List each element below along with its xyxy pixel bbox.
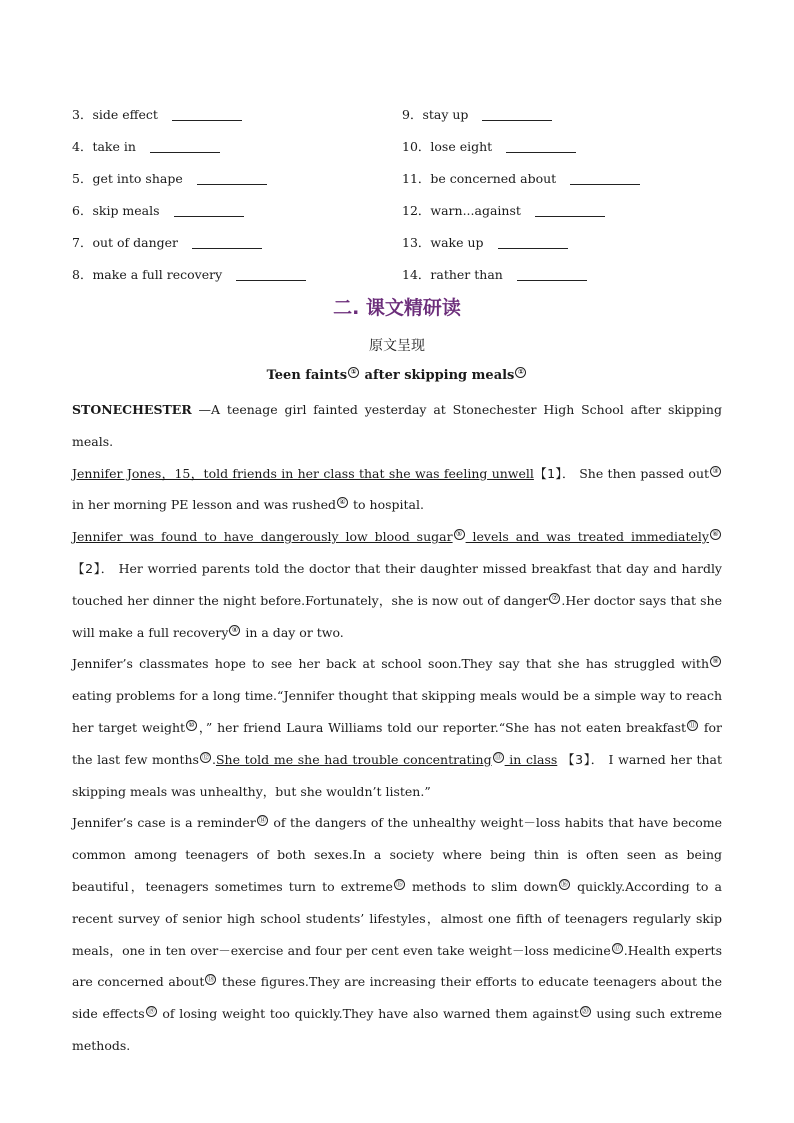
paragraph-text: ，” her friend Laura Williams told our reporter.“She has not eaten breakfast — [198, 719, 687, 735]
paragraph-text: quickly.According to a recent survey of senior high school students’ lifestyles，almost one fifth of teenagers regularly skip meals，one in ten over－exercise and four per cent even take weight－loss medicine — [72, 878, 722, 958]
paragraph-text: using such extreme methods. — [72, 1006, 722, 1053]
paragraph-4 — [72, 648, 722, 807]
paragraph-5 — [72, 807, 722, 1061]
paragraph-text: in a day or two. — [241, 624, 344, 640]
vocab-row — [72, 130, 732, 162]
annotation-marker: ⑬ — [494, 752, 502, 761]
paragraph-text: in her morning PE lesson and was rushed — [72, 497, 337, 513]
paragraph-text: to hospital. — [349, 497, 424, 513]
annotation-marker: ⑪ — [689, 720, 697, 729]
annotation-marker: ⑫ — [201, 752, 209, 761]
article-body — [72, 394, 722, 1062]
annotation-marker: ⑰ — [613, 943, 621, 952]
question-bracket-3: 【3】． — [557, 751, 604, 767]
annotation-marker: ⑨ — [710, 656, 721, 667]
paragraph-text: Her worried parents told the doctor that their daughter missed breakfast that day and hardly touched her dinner the night before.Fortunately，she is now out of danger — [72, 560, 722, 608]
question-bracket-2: 【2】． — [72, 560, 114, 576]
vocab-item: 3．side effect — [72, 107, 158, 122]
paragraph-text: .Health experts are concerned about — [72, 942, 722, 990]
annotation-marker: ⑱ — [207, 975, 215, 984]
paragraph-text: Jennifer’s classmates hope to see her back at school soon.They say that she has struggled with — [72, 656, 709, 672]
paragraph-text: She then passed out — [574, 465, 710, 481]
annotation-marker: ⑥ — [710, 529, 721, 540]
answer-blank — [236, 268, 306, 281]
vocabulary-list — [72, 98, 732, 290]
answer-blank — [506, 140, 576, 153]
vocab-item: 14．rather than — [402, 267, 503, 282]
paragraph-text: Jennifer’s case is a reminder — [72, 815, 256, 831]
paragraph-3 — [72, 521, 722, 648]
vocab-item: 9．stay up — [402, 107, 469, 122]
title-text: after skipping meals — [360, 368, 515, 383]
vocab-item: 4．take in — [72, 139, 136, 154]
answer-blank — [517, 268, 587, 281]
key-sentence-text: in class — [504, 751, 558, 767]
section-subtitle: 原文呈现 — [369, 338, 425, 354]
vocab-row — [72, 226, 732, 258]
paragraph-text: I warned her that skipping meals was unhealthy，but she wouldn’t listen.” — [72, 751, 723, 799]
vocab-item: 5．get into shape — [72, 171, 183, 186]
answer-blank — [498, 236, 568, 249]
section-title: 二. 课文精研读 — [333, 297, 461, 319]
annotation-marker: ⑳ — [581, 1007, 589, 1016]
vocab-item: 11．be concerned about — [402, 171, 557, 186]
answer-blank — [482, 108, 552, 121]
key-sentence-text: levels and was treated immediately — [465, 529, 709, 545]
paragraph-text: .Her doctor says that she will make a full recovery — [72, 592, 722, 640]
paragraph-text: these figures.They are increasing their efforts to educate teenagers about the side effects — [72, 974, 722, 1022]
annotation-marker: ⑤ — [454, 529, 465, 540]
vocab-item: 12．warn...against — [402, 203, 521, 218]
annotation-marker: ⑧ — [229, 625, 240, 636]
key-sentence-1: Jennifer Jones，15，told friends in her class that she was feeling unwell — [72, 465, 534, 481]
annotation-marker: ⑭ — [258, 816, 266, 825]
annotation-marker: ⑦ — [549, 593, 560, 604]
paragraph-text: for the last few months — [72, 719, 722, 767]
annotation-marker: ① — [348, 367, 359, 378]
vocab-row — [72, 98, 732, 130]
key-sentence-text: She told me she had trouble concentrating — [215, 751, 492, 767]
vocab-row — [72, 162, 732, 194]
answer-blank — [174, 204, 244, 217]
vocab-item: 10．lose eight — [402, 139, 493, 154]
vocab-item: 7．out of danger — [72, 235, 179, 250]
annotation-marker: ③ — [710, 466, 721, 477]
annotation-marker: ⑲ — [147, 1007, 155, 1016]
paragraph-text: of the dangers of the unhealthy weight－loss habits that have become common among teenagers of both sexes.In a society where being thin is often seen as being beautiful，teenagers sometimes turn to extreme — [72, 815, 722, 894]
paragraph-1 — [72, 394, 722, 458]
dateline: STONECHESTER — [72, 402, 192, 417]
answer-blank — [197, 172, 267, 185]
answer-blank — [150, 140, 220, 153]
annotation-marker: ⑮ — [395, 879, 403, 888]
vocab-row — [72, 258, 732, 290]
vocab-row — [72, 194, 732, 226]
vocab-item: 6．skip meals — [72, 203, 160, 218]
key-sentence-text: Jennifer was found to have dangerously low blood sugar — [72, 529, 453, 545]
vocab-item: 8．make a full recovery — [72, 267, 223, 282]
question-bracket-1: 【1】． — [533, 465, 575, 481]
article-title — [0, 367, 794, 383]
annotation-marker: ⑯ — [560, 879, 568, 888]
vocab-item: 13．wake up — [402, 235, 484, 250]
paragraph-text: —A teenage girl fainted yesterday at Stonechester High School after skipping meals. — [72, 402, 722, 449]
answer-blank — [535, 204, 605, 217]
answer-blank — [172, 108, 242, 121]
paragraph-text: . — [211, 751, 216, 767]
answer-blank — [192, 236, 262, 249]
key-sentence-3 — [216, 752, 557, 767]
annotation-marker: ④ — [337, 497, 348, 508]
paragraph-2 — [72, 458, 722, 522]
answer-blank — [570, 172, 640, 185]
annotation-marker: ⑩ — [186, 720, 197, 731]
annotation-marker: ① — [515, 367, 526, 378]
paragraph-text: methods to slim down — [405, 878, 558, 894]
key-sentence-2 — [72, 529, 709, 544]
paragraph-text: of losing weight too quickly.They have also warned them against — [157, 1006, 579, 1022]
title-text: Teen faints — [266, 368, 348, 383]
paragraph-text: eating problems for a long time.“Jennifer thought that skipping meals would be a simple way to reach her target weight — [72, 688, 722, 735]
